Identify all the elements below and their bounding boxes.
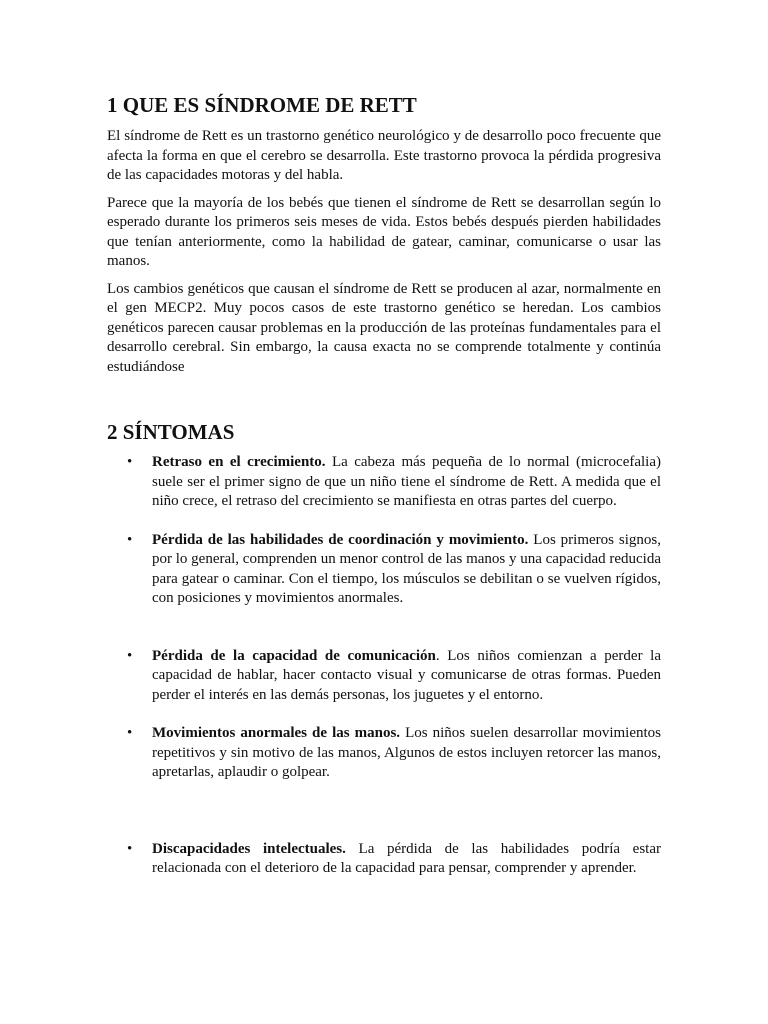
symptom-item [107, 647, 661, 706]
bullet-icon: • [127, 454, 133, 470]
bullet-icon: • [127, 840, 133, 857]
symptom-heading: Pérdida de la capacidad de comunicación [152, 647, 436, 664]
symptom-text: Los primeros signos, por lo general, comprenden un menor control de las manos y una capacidad reducida para gatear o caminar. Con el tiempo, los músculos se debilitan o se vuelven rígidos, con posiciones y movimientos anormales. [152, 531, 661, 606]
symptom-heading: Discapacidades intelectuales. [152, 840, 346, 857]
symptom-text: La cabeza más pequeña de lo normal (microcefalia) suele ser el primer signo de que un niño tiene el síndrome de Rett. A medida que el niño crece, el retraso del crecimiento se manifiesta en otras partes del cuerpo. [152, 454, 661, 509]
section-1-paragraph: Los cambios genéticos que causan el síndrome de Rett se producen al azar, normalmente en el gen MECP2. Muy pocos casos de este trastorno genético se heredan. Los cambios genéticos parecen causar problemas en la producción de las proteínas fundamentales para el desarrollo cerebral. Sin embargo, la causa exacta no se comprende totalmente y continúa estudiándose [107, 280, 661, 375]
symptom-item [107, 453, 661, 512]
symptom-item [107, 840, 661, 879]
section-1-paragraph: El síndrome de Rett es un trastorno genético neurológico y de desarrollo poco frecuente que afecta la forma en que el cerebro se desarrolla. Este trastorno provoca la pérdida progresiva de las capacidades motoras y del habla. [107, 128, 661, 183]
section-2-title: 2 SÍNTOMAS [107, 420, 235, 444]
symptom-text: . Los niños comienzan a perder la capacidad de hablar, hacer contacto visual y comunicarse de otras formas. Pueden perder el interés en las demás personas, los juguetes y el entorno. [152, 647, 661, 703]
document-body [107, 92, 661, 879]
symptom-item [107, 724, 661, 783]
bullet-icon: • [127, 531, 133, 548]
symptom-heading: Movimientos anormales de las manos. [152, 725, 401, 741]
symptom-text: Los niños suelen desarrollar movimientos repetitivos y sin motivo de las manos, Algunos de estos incluyen retorcer las manos, apretarlas, aplaudir o golpear. [152, 725, 661, 780]
symptom-heading: Retraso en el crecimiento. [152, 454, 326, 470]
symptom-item [107, 531, 661, 609]
symptom-text: La pérdida de las habilidades podría estar relacionada con el deterioro de la capacidad para pensar, comprender y aprender. [152, 840, 661, 876]
bullet-icon: • [127, 725, 133, 741]
section-1-title: 1 QUE ES SÍNDROME DE RETT [107, 93, 417, 117]
section-1-paragraph: Parece que la mayoría de los bebés que tienen el síndrome de Rett se desarrollan según lo esperado durante los primeros seis meses de vida. Estos bebés después pierden habilidades que tenían anteriormente, como la habilidad de gatear, caminar, comunicarse o usar las manos. [107, 194, 661, 269]
symptom-heading: Pérdida de las habilidades de coordinación y movimiento. [152, 531, 529, 548]
symptoms-list [107, 453, 661, 879]
bullet-icon: • [127, 647, 133, 664]
